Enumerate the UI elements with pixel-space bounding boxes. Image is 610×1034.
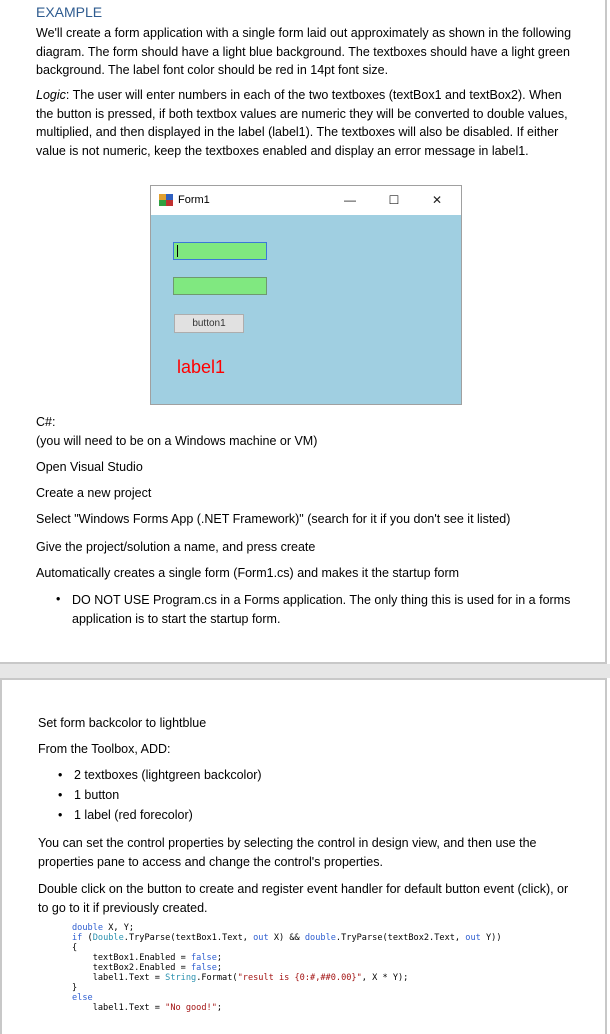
step-line: Select "Windows Forms App (.NET Framework)" (search for it if you don't see it listed) <box>36 512 511 526</box>
step-line: Give the project/solution a name, and press create <box>36 540 316 554</box>
bullet-glyph: • <box>58 788 63 802</box>
form-button1: button1 <box>174 314 244 333</box>
toolbox-item: 1 label (red forecolor) <box>74 808 193 822</box>
close-icon: ✕ <box>431 193 443 207</box>
bullet-glyph: • <box>58 808 63 822</box>
page-heading: EXAMPLE <box>36 4 103 20</box>
form-textbox1 <box>173 242 267 260</box>
form-client-area <box>151 215 461 404</box>
toolbox-item: 1 button <box>74 788 120 802</box>
toolbox-item: 2 textboxes (lightgreen backcolor) <box>74 768 262 782</box>
logic-text: : The user will enter numbers in each of the two textboxes (textBox1 and textBox2). When the button is pressed, if both textbox values are numeric they will be converted to double values, multiplied, and then displayed in the label (label1). The textboxes will also be disabled. If either value is not numeric, keep the textboxes enabled and display an error message in label1. <box>36 88 568 158</box>
form-titlebar <box>151 186 461 215</box>
double-click-paragraph: Double click on the button to create and register event handler for default button event (click), or to go to it if previously created. <box>38 882 569 915</box>
minimize-icon: — <box>344 193 356 207</box>
intro-paragraph: We'll create a form application with a single form laid out approximately as shown in the following diagram. The form should have a light blue background. The textboxes should have a light green background. The label font color should be red in 14pt font size. <box>36 26 572 77</box>
program-cs-note: DO NOT USE Program.cs in a Forms application. The only thing this is used for in a forms application is to start the startup form. <box>72 593 571 626</box>
form-label1: label1 <box>177 357 226 377</box>
form-app-icon <box>159 194 173 206</box>
step-line: Create a new project <box>36 486 152 500</box>
step-line: Automatically creates a single form (Form1.cs) and makes it the startup form <box>36 566 460 580</box>
step-line: Open Visual Studio <box>36 460 143 474</box>
document-page-2 <box>0 678 607 1034</box>
logic-paragraph <box>36 86 576 160</box>
step-line: (you will need to be on a Windows machine or VM) <box>36 434 318 448</box>
backcolor-step: Set form backcolor to lightblue <box>38 716 207 730</box>
toolbox-step: From the Toolbox, ADD: <box>38 742 171 756</box>
maximize-icon: ☐ <box>388 193 400 207</box>
page-gap <box>0 664 610 678</box>
form-title: Form1 <box>178 194 210 206</box>
logic-label: Logic <box>36 88 66 102</box>
form-textbox2 <box>173 277 267 295</box>
code-snippet: double X, Y; if (Double.TryParse(textBox1.Text, out X) && double.TryParse(textBox2.Text, out Y)) { textBox1.Enabled = false; textBox2.Enabled = false; label1.Text = String.Format("result is {0:#,##0.00}", X * Y); } else label1.Text = "No good!"; <box>72 923 502 1013</box>
csharp-heading: C#: <box>36 415 56 429</box>
form-window-diagram <box>150 185 462 405</box>
bullet-glyph: • <box>58 768 63 782</box>
properties-paragraph: You can set the control properties by selecting the control in design view, and then use the properties pane to access and change the control's properties. <box>38 836 537 869</box>
bullet-glyph: • <box>56 592 61 606</box>
